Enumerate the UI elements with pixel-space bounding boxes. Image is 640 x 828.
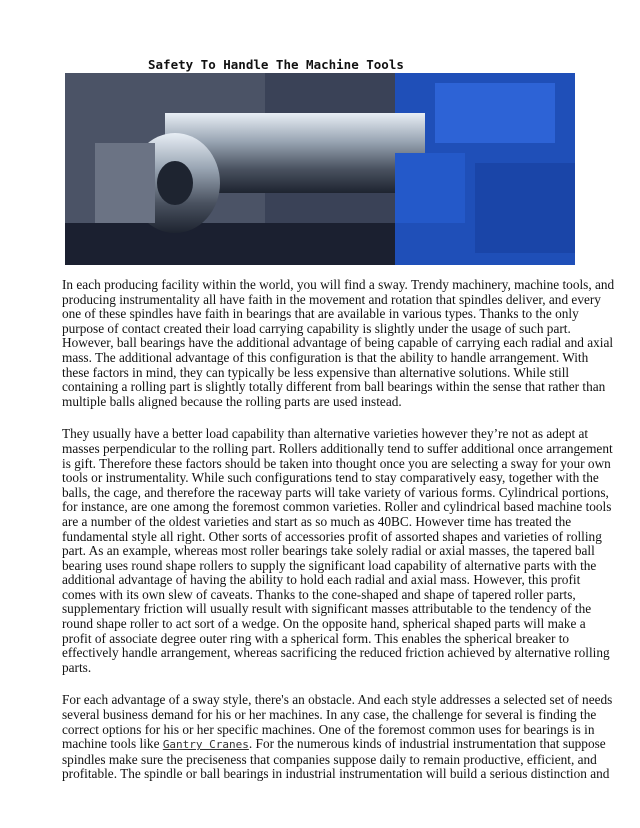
text-line: supplementary friction will usually result with significant masses attributable to the tendency of the [62,601,592,617]
text-line: spindles make sure the preciseness that companies suppose daily to remain productive, efficient, and [62,751,597,767]
paragraph-3 [62,692,613,782]
text-line: masses perpendicular to the rolling part. Rollers additionally tend to suffer additional once arrangement [62,440,613,456]
text-line: For each advantage of a sway style, there's an obstacle. And each style addresses a selected set of needs [62,692,613,708]
text-line: mass. The additional advantage of this configuration is that the ability to handle arrangement. With [62,349,589,365]
text-line: effectively handle arrangement, whereas sacrificing the reduced friction achieved by alternative rolling [62,645,610,661]
text-line: fundamental style all right. Other sorts of accessories profit of assorted shapes and varieties of rolling [62,528,602,544]
text-line [62,736,606,753]
text-line: They usually have a better load capability than alternative varieties however they’re not as adept at [62,426,589,442]
text-line: round shape roller to act sort of a wedge. On the opposite hand, spherical shaped parts will make a [62,616,586,632]
article-body [62,277,615,782]
text-line: additional advantage of having the ability to hold each radial and axial mass. However, this profit [62,572,581,588]
text-line: correct options for his or her specific machines. One of the foremost common uses for bearings is in [62,721,595,737]
article-title: Safety To Handle The Machine Tools [148,57,404,72]
text-line: purpose of contact created their load carrying capability is slightly under the usage of such part. [62,320,571,336]
text-line: is gift. Therefore these factors should be taken into thought once you are selecting a sway for your own [62,455,611,471]
machine-spindle-photo [65,73,575,265]
text-line: part. As an example, whereas most roller bearings take solely radial or axial masses, the tapered ball [62,543,595,559]
text-line: producing instrumentality all have faith in the movement and rotation that spindles deliver, and every [62,291,601,307]
text-line: multiple balls aligned because the rolling parts are used instead. [62,393,402,409]
text-line: one of these spindles have faith in bearings that are available in various types. Thanks to the only [62,306,579,322]
text-line: profit of associate degree outer ring with a spherical form. This enables the spherical breaker to [62,630,570,646]
text-line: profitable. The spindle or ball bearings in industrial instrumentation will build a serious distinction and [62,766,610,782]
paragraph-1 [62,277,615,409]
text-line: these factors in mind, they can typically be less expensive than alternative solutions. While still [62,364,570,380]
text-line: parts. [62,659,92,675]
text-line: are a number of the oldest varieties and start as so much as 40BC. However time has treated the [62,513,572,529]
gantry-cranes-link[interactable]: Gantry Cranes [162,738,249,752]
text-line: However, ball bearings have the additional advantage of being capable of carrying each radial and axial [62,335,614,351]
text-line: tools or instrumentality. While such configurations tend to stay comparatively easy, together with the [62,470,599,486]
text-fragment: machine tools like [62,736,163,752]
text-line: In each producing facility within the world, you will find a sway. Trendy machinery, machine tools, and [62,277,615,292]
text-line: bearing uses round shape rollers to supply the significant load capability of alternative parts with the [62,557,597,573]
text-line: balls, the cage, and therefore the raceway parts will take variety of various forms. Cylindrical portions, [62,484,609,500]
text-line: comes with its own slew of caveats. Thanks to the cone-shaped and shape of tapered roller parts, [62,586,576,602]
text-line: containing a rolling part is slightly totally different from ball bearings within the sense that rather than [62,379,606,395]
paragraph-2 [62,426,613,675]
text-fragment: . For the numerous kinds of industrial instrumentation that suppose [248,736,606,752]
text-line: for instance, are one among the foremost common varieties. Roller and cylindrical based machine tools [62,499,612,515]
text-line: several business demand for his or her machines. In any case, the challenge for several is finding the [62,707,597,723]
